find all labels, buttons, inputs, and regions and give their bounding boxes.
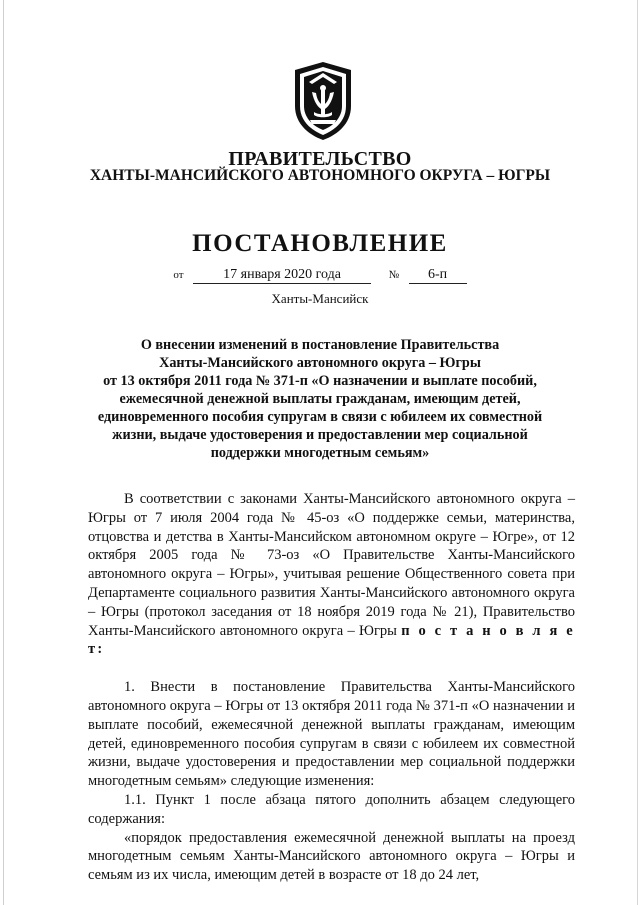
scan-edge-left — [3, 0, 4, 905]
number-prefix: № — [388, 269, 400, 281]
item-1-1-paragraph: 1.1. Пункт 1 после абзаца пятого дополнить абзацем следующего содержания: — [88, 791, 575, 827]
heading-line: жизни, выдаче удостоверения и предоставлении мер социальной — [112, 427, 528, 443]
region-title: ХАНТЫ-МАНСИЙСКОГО АВТОНОМНОГО ОКРУГА – ЮГРЫ — [89, 167, 551, 184]
quote-paragraph: «порядок предоставления ежемесячной денежной выплаты на проезд многодетным семьям Ханты-Мансийского автономного округа – Югры и семьям из их числа, имеющим детей в возрасте от 18 до 24 лет, — [88, 829, 575, 884]
document-date: 17 января 2020 года — [193, 267, 371, 284]
city: Ханты-Мансийск — [271, 291, 369, 306]
coat-of-arms-emblem — [290, 60, 356, 142]
document-heading — [95, 336, 545, 462]
heading-line: от 13 октября 2011 года № 371-п «О назначении и выплате пособий, — [103, 373, 537, 389]
document-body — [88, 490, 575, 885]
resolves-word: п о с т а н о в л я е т: — [88, 622, 575, 658]
document-type-title: ПОСТАНОВЛЕНИЕ — [192, 230, 448, 257]
document-number: 6-п — [409, 267, 467, 284]
heading-line: единовременного пособия супругам в связи с юбилеем их совместной — [97, 409, 543, 425]
date-number-line — [0, 267, 640, 284]
date-prefix: от — [173, 269, 184, 281]
government-title: ПРАВИТЕЛЬСТВО — [228, 148, 412, 170]
preamble-paragraph — [88, 490, 575, 659]
heading-line: ежемесячной денежной выплаты гражданам, имеющим детей, — [119, 391, 521, 407]
item-1-paragraph: 1. Внести в постановление Правительства Ханты-Мансийского автономного округа – Югры от 13 октября 2011 года № 371-п «О назначении и выплате пособий, ежемесячной денежной выплаты гражданам, имеющим детей, единовременного пособия супругам в связи с юбилеем их совместной жизни, выдаче удостоверения и предоставлении мер социальной поддержки многодетным семьям» следующие изменения: — [88, 679, 575, 790]
scan-edge-right — [637, 0, 638, 905]
heading-line: поддержки многодетным семьям» — [210, 445, 430, 461]
heading-line: О внесении изменений в постановление Правительства — [140, 337, 500, 353]
preamble-text: В соответствии с законами Ханты-Мансийского автономного округа – Югры от 7 июля 2004 года № 45-оз «О поддержке семьи, материнства, отцовства и детства в Ханты-Мансийском автономном округе – Югре», от 12 октября 2005 года № 73-оз «О Правительстве Ханты-Мансийского автономного округа – Югры», учитывая решение Общественного совета при Департаменте социального развития Ханты-Мансийского автономного округа – Югры (протокол заседания от 18 ноября 2019 года № 21), Правительство Ханты-Мансийского автономного округа – Югры — [88, 491, 575, 639]
heading-line: Ханты-Мансийского автономного округа – Югры — [159, 355, 481, 371]
